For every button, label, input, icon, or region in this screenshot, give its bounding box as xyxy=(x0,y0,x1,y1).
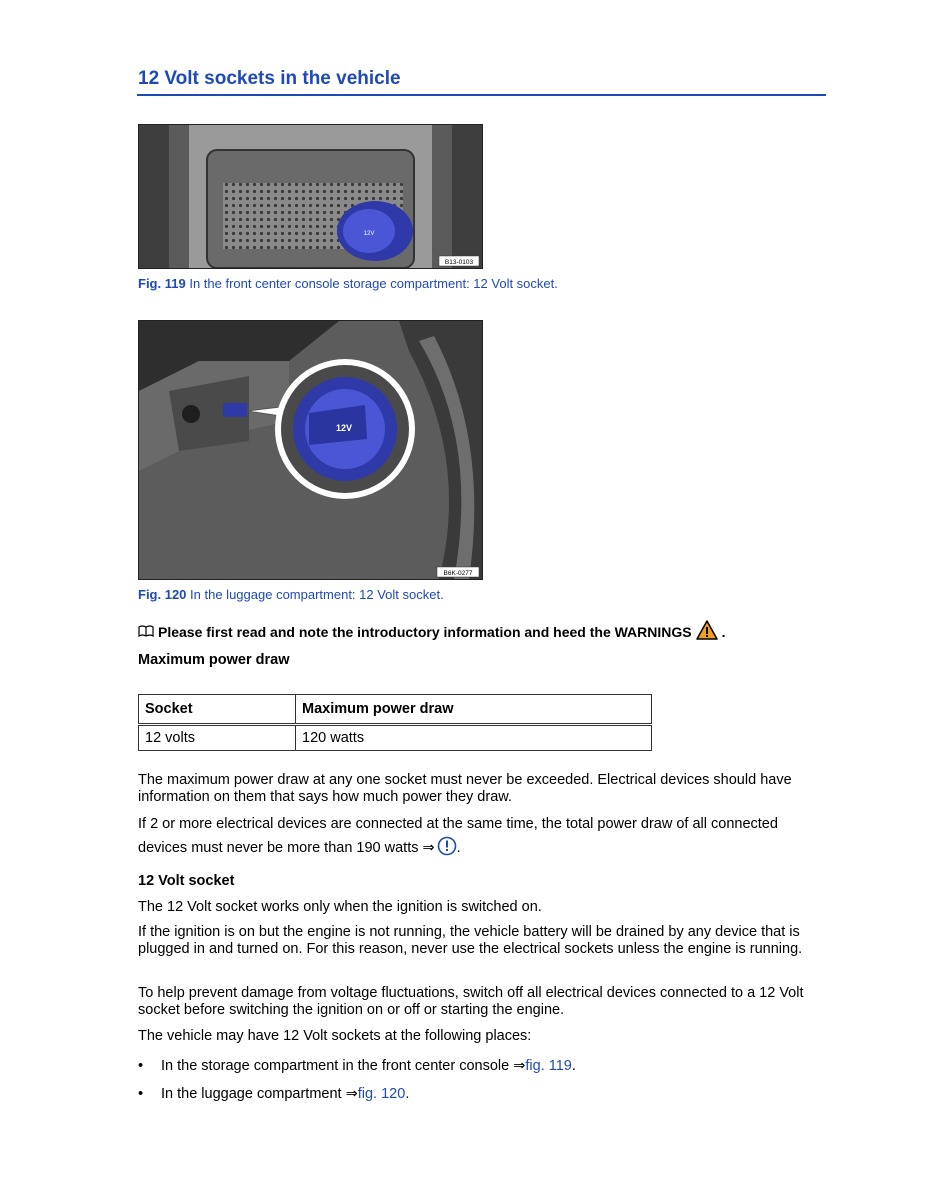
list-item-text: In the luggage compartment ⇒ xyxy=(161,1086,358,1102)
notice-text: Please first read and note the introductory information and heed the WARNINGS xyxy=(158,623,692,640)
list-item xyxy=(138,1086,409,1102)
fig-119-link[interactable]: fig. 119 xyxy=(525,1058,572,1074)
paragraph-max-power-2-line2 xyxy=(138,836,828,861)
figure-code: B6K-0277 xyxy=(443,570,473,577)
title-underline xyxy=(137,94,826,96)
paragraph-max-power-1: The maximum power draw at any one socket must never be exceeded. Electrical devices should have information on them that says how much power they draw. xyxy=(138,772,792,805)
list-item-end: . xyxy=(571,1058,576,1074)
book-icon xyxy=(138,624,154,640)
list-item xyxy=(138,1058,576,1074)
paragraph-end: . xyxy=(456,840,461,856)
warning-triangle-icon[interactable] xyxy=(696,620,718,643)
paragraph-socket-2: If the ignition is on but the engine is not running, the vehicle battery will be drained by any device that is plugged in and turned on. For this reason, never use the electrical sockets unless the engine is running. xyxy=(138,924,803,957)
table-row xyxy=(139,725,652,751)
page-title: 12 Volt sockets in the vehicle xyxy=(138,68,401,89)
table-cell: 120 watts xyxy=(296,725,652,751)
bullet-dot: • xyxy=(138,1086,144,1102)
fig-120-link[interactable]: fig. 120 xyxy=(357,1086,406,1102)
paragraph-socket-3: To help prevent damage from voltage fluctuations, switch off all electrical devices connected to a 12 Volt socket before switching the ignition on or off or starting the engine. xyxy=(138,985,804,1018)
section-heading-max-power: Maximum power draw xyxy=(138,652,290,668)
table-cell: 12 volts xyxy=(139,725,296,751)
caution-circle-icon[interactable] xyxy=(437,836,457,861)
bullet-dot: • xyxy=(138,1058,144,1074)
socket-label: 12V xyxy=(335,423,353,433)
intro-notice xyxy=(138,620,726,643)
figure-119-caption xyxy=(138,276,558,291)
paragraph-socket-1: The 12 Volt socket works only when the ignition is switched on. xyxy=(138,899,542,915)
figure-caption-text: In the luggage compartment: 12 Volt socket. xyxy=(190,587,444,602)
list-item-text: In the storage compartment in the front center console ⇒ xyxy=(161,1058,526,1074)
figure-code: B13-0103 xyxy=(444,259,474,266)
notice-suffix: . xyxy=(721,623,726,640)
socket-label: 12V xyxy=(363,231,375,237)
paragraph-text: devices must never be more than 190 watts ⇒ xyxy=(138,840,435,856)
figure-number: Fig. 119 xyxy=(138,276,186,291)
table-header: Socket xyxy=(139,695,296,725)
figure-120-caption xyxy=(138,587,444,602)
table-header: Maximum power draw xyxy=(296,695,652,725)
figure-number: Fig. 120 xyxy=(138,587,187,602)
figure-120-image xyxy=(138,320,483,580)
section-heading-socket: 12 Volt socket xyxy=(138,873,235,889)
power-table xyxy=(138,694,652,751)
paragraph-socket-4: The vehicle may have 12 Volt sockets at the following places: xyxy=(138,1028,532,1044)
paragraph-max-power-2-line1: If 2 or more electrical devices are connected at the same time, the total power draw of all connected xyxy=(138,816,778,832)
figure-119-image xyxy=(138,124,483,269)
figure-caption-text: In the front center console storage compartment: 12 Volt socket. xyxy=(189,276,558,291)
list-item-end: . xyxy=(405,1086,410,1102)
